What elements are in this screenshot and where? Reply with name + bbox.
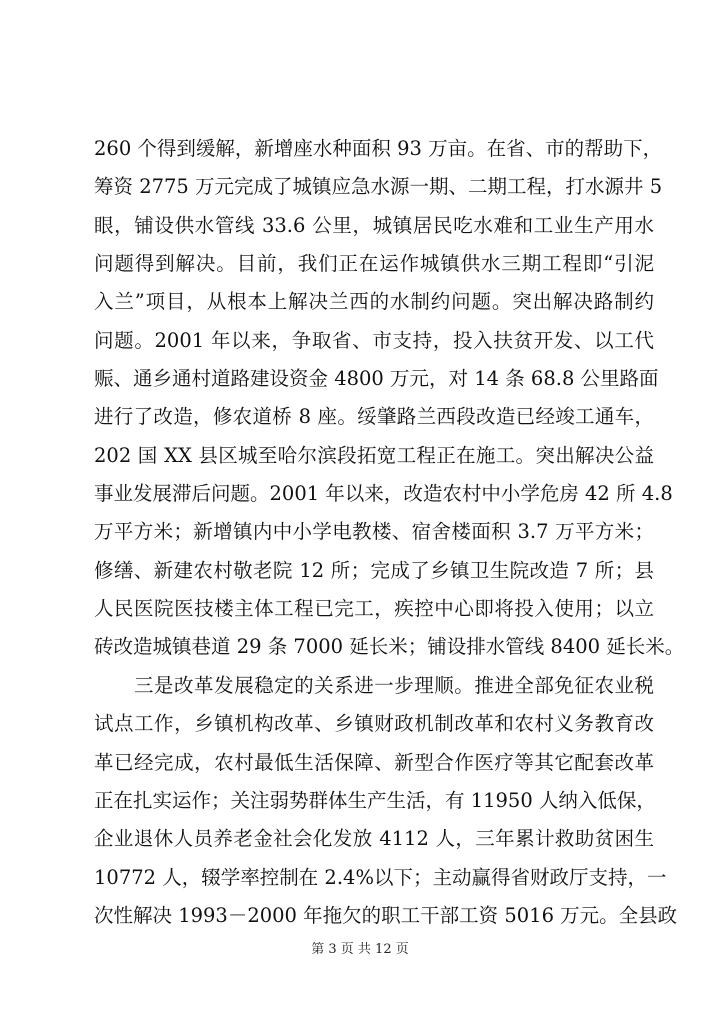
text-line: 10772 人，辍学率控制在 2.4%以下；主动赢得省财政厅支持，一 <box>94 865 667 889</box>
text-line: 次性解决 1993－2000 年拖欠的职工干部工资 5016 万元。全县政 <box>94 903 678 927</box>
text-line: 砖改造城镇巷道 29 条 7000 延长米；铺设排水管线 8400 延长米。 <box>94 635 685 659</box>
text-line: 问题。2001 年以来，争取省、市支持，投入扶贫开发、以工代 <box>94 328 654 352</box>
body-text <box>94 130 685 935</box>
text-line: 正在扎实运作；关注弱势群体生产生活，有 11950 人纳入低保， <box>94 788 656 812</box>
text-line: 革已经完成，农村最低生活保障、新型合作医疗等其它配套改革 <box>94 750 654 774</box>
text-line: 进行了改造，修农道桥 8 座。绥肇路兰西段改造已经竣工通车， <box>94 405 654 429</box>
paragraph-first-line: 三是改革发展稳定的关系进一步理顺。推进全部免征农业税 <box>134 673 654 697</box>
text-line: 问题得到解决。目前，我们正在运作城镇供水三期工程即“引泥 <box>94 252 654 276</box>
text-line: 眼，铺设供水管线 33.6 公里，城镇居民吃水难和工业生产用水 <box>94 213 654 237</box>
text-line: 260 个得到缓解，新增座水种面积 93 万亩。在省、市的帮助下， <box>94 137 663 160</box>
page-footer: 第 3 页 共 12 页 <box>311 942 409 957</box>
text-line: 修缮、新建农村敬老院 12 所；完成了乡镇卫生院改造 7 所；县 <box>94 558 654 582</box>
text-line: 赈、通乡通村道路建设资金 4800 万元，对 14 条 68.8 公里路面 <box>94 367 659 391</box>
text-line: 试点工作，乡镇机构改革、乡镇财政机制改革和农村义务教育改 <box>94 712 654 736</box>
text-line: 入兰”项目，从根本上解决兰西的水制约问题。突出解决路制约 <box>94 290 654 314</box>
text-line: 人民医院医技楼主体工程已完工，疾控中心即将投入使用；以立 <box>94 597 654 621</box>
text-line: 企业退休人员养老金社会化发放 4112 人，三年累计救助贫困生 <box>94 827 654 851</box>
text-line: 202 国 XX 县区城至哈尔滨段拓宽工程正在施工。突出解决公益 <box>94 443 654 467</box>
text-line: 筹资 2775 万元完成了城镇应急水源一期、二期工程，打水源井 5 <box>94 175 663 199</box>
text-line: 事业发展滞后问题。2001 年以来，改造农村中小学危房 42 所 4.8 <box>94 482 673 506</box>
text-line: 万平方米；新增镇内中小学电教楼、宿舍楼面积 3.7 万平方米； <box>94 520 654 544</box>
